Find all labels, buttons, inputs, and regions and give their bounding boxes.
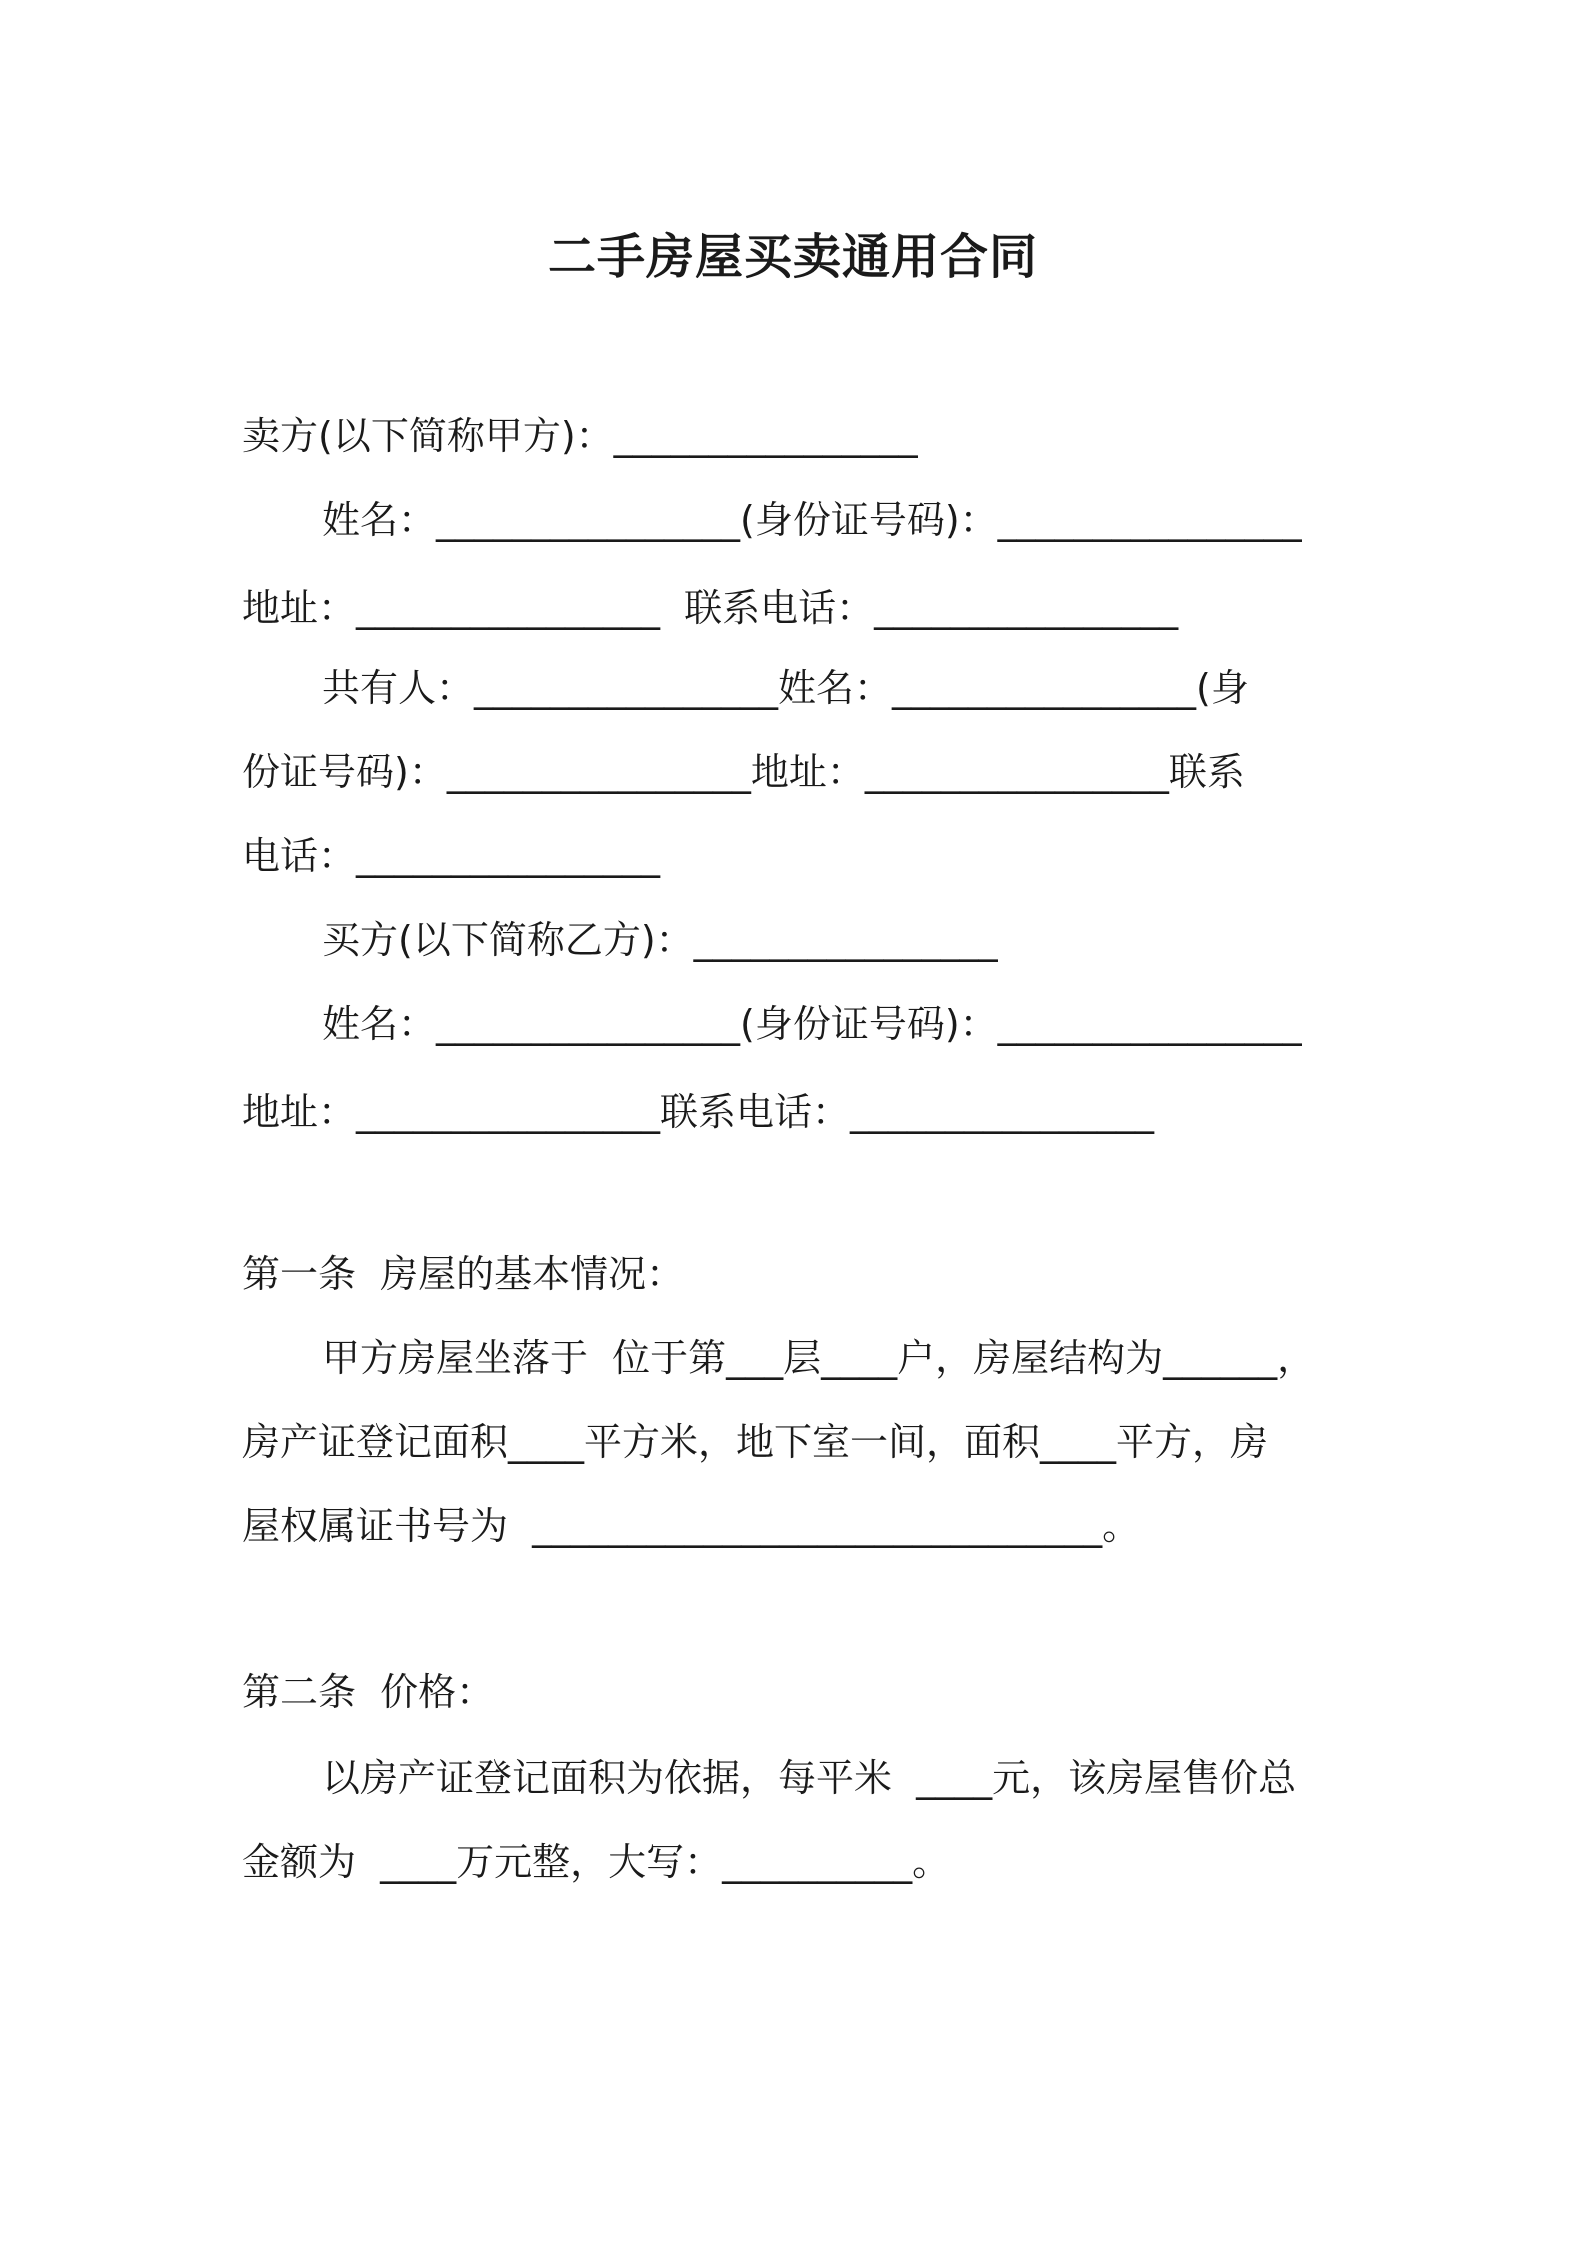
article-2-line-1: 以房产证登记面积为依据，每平米 ____元，该房屋售价总 [322, 1756, 1297, 1800]
seller-name-id-line: 姓名：________________(身份证号码)：________________ [322, 498, 1302, 542]
article-1-line-2: 房产证登记面积____平方米，地下室一间，面积____平方，房 [242, 1420, 1269, 1464]
article-2-heading: 第二条 价格： [242, 1670, 495, 1714]
document-title: 二手房屋买卖通用合同 [547, 229, 1038, 285]
article-1-line-3: 屋权属证书号为 ______________________________。 [242, 1504, 1141, 1548]
seller-heading: 卖方(以下简称甲方)：________________ [242, 414, 918, 458]
article-1-line-1: 甲方房屋坐落于 位于第___层____户，房屋结构为______， [322, 1336, 1316, 1380]
article-2-line-2: 金额为 ____万元整，大写：__________。 [242, 1840, 951, 1884]
buyer-heading: 买方(以下简称乙方)：________________ [322, 918, 998, 962]
seller-address-phone-line: 地址：________________ 联系电话：________________ [242, 586, 1179, 630]
article-1-heading: 第一条 房屋的基本情况： [242, 1252, 685, 1296]
buyer-address-phone-line: 地址：________________联系电话：________________ [242, 1090, 1155, 1134]
co-owner-line-3: 电话：________________ [242, 834, 661, 878]
co-owner-line-2: 份证号码)：________________地址：________________联系 [242, 750, 1245, 794]
co-owner-line-1: 共有人：________________姓名：________________(身 [322, 666, 1249, 710]
buyer-name-id-line: 姓名：________________(身份证号码)：________________ [322, 1002, 1302, 1046]
